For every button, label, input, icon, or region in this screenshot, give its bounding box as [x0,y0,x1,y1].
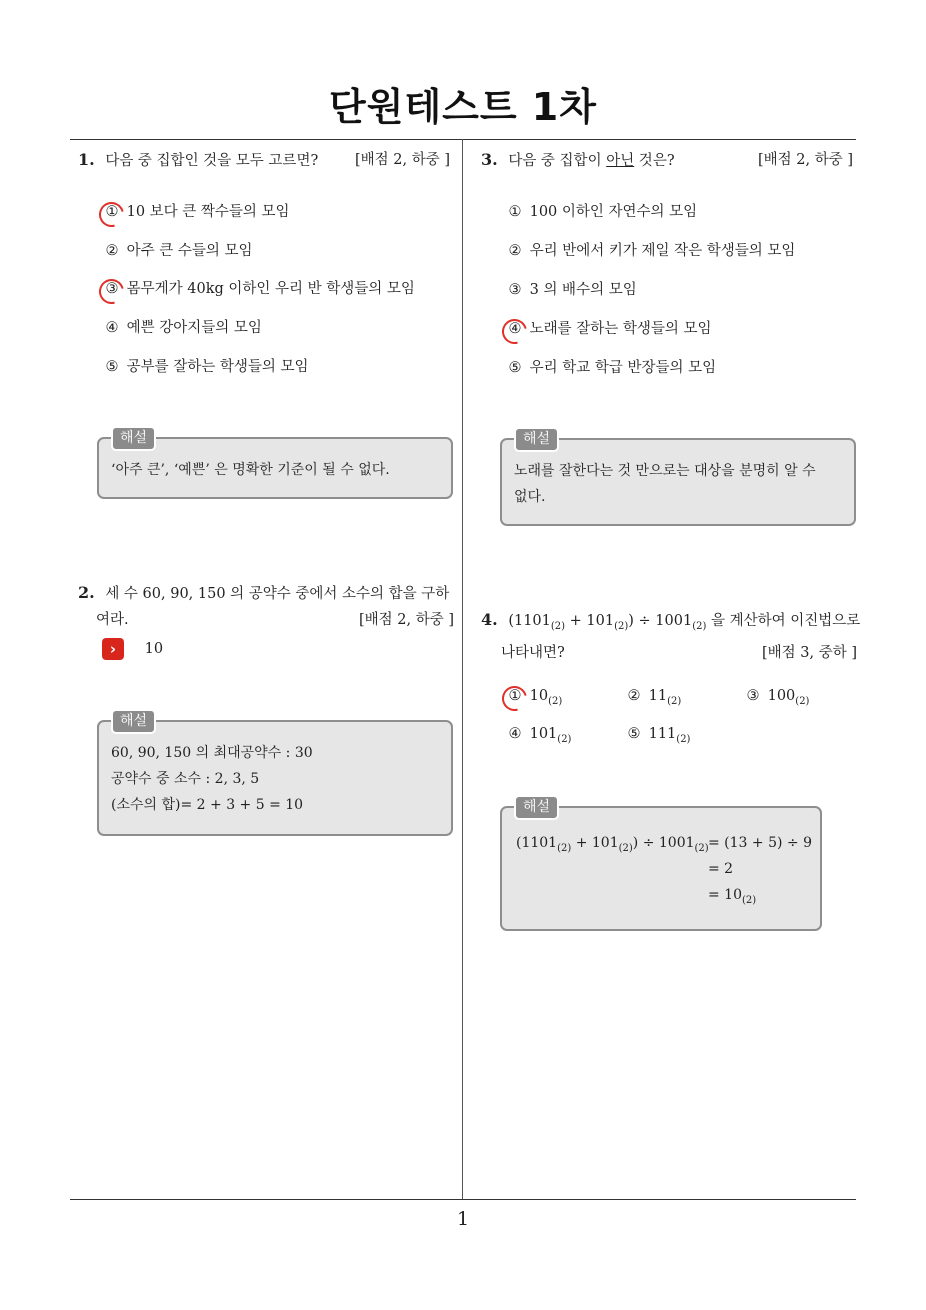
choice-text: 10 보다 큰 짝수들의 모임 [126,204,290,220]
base-subscript: (2) [557,842,572,854]
choice-text: 101 [529,726,558,742]
question-number: 1. [78,150,95,169]
bottom-rule [70,1199,856,1200]
choice-mark: ③ [508,282,522,298]
base-subscript: (2) [548,695,563,707]
question-4 [481,607,861,666]
equation-rhs: = 10 [708,887,742,903]
base-subscript: (2) [618,842,633,854]
choice-mark: ② [508,243,522,259]
solution-line: 없다. [514,489,546,505]
choice-text: 11 [648,688,668,704]
base-subscript: (2) [676,733,691,745]
solution-line: 60, 90, 150 의 최대공약수 : 30 [111,745,313,761]
solution-tag: 해설 [514,427,559,452]
expr-part-a: (1101 [508,613,551,629]
q1-choice-5[interactable] [102,355,309,376]
choice-text: 노래를 잘하는 학생들의 모임 [529,321,712,337]
question-text-underlined: 아닌 [606,153,635,169]
top-rule [70,139,856,140]
question-text-tail: 을 계산하여 이진법으로 [706,613,861,629]
question-1 [78,147,450,174]
q3-choice-4[interactable] [505,317,712,338]
q2-solution-box [97,713,453,836]
q3-choice-1[interactable] [505,200,697,221]
solution-text: ‘아주 큰’, ‘예쁜’ 은 명확한 기준이 될 수 없다. [111,462,390,478]
equation-rhs: = 2 [708,861,734,877]
q2-answer [102,638,163,660]
question-meta: [배점 3, 중하 ] [761,644,857,661]
choice-text: 100 [767,688,796,704]
page-number: 1 [456,1208,470,1230]
solution-line: 노래를 잘한다는 것 만으로는 대상을 분명히 알 수 [514,463,816,479]
base-subscript: (2) [557,733,572,745]
choice-mark: ① [102,204,122,220]
choice-mark: ⑤ [105,359,119,375]
q1-solution-box [97,430,453,499]
question-3 [481,147,853,174]
solution-tag: 해설 [111,709,156,734]
equation-rhs: = (13 + 5) ÷ 9 [708,835,812,851]
column-divider [462,139,463,1199]
q1-choice-4[interactable] [102,316,262,337]
base-subscript: (2) [614,620,629,632]
solution-equation-row [514,882,808,908]
q3-choice-2[interactable] [505,239,795,260]
choice-mark: ⑤ [627,726,641,742]
q1-choice-3[interactable] [102,277,415,298]
question-text: 다음 중 집합인 것을 모두 고르면? [105,153,319,169]
answer-value: 10 [144,641,164,657]
expr-part-c: ) ÷ 1001 [628,613,693,629]
q1-choice-2[interactable] [102,239,253,260]
question-meta: [배점 2, 하중 ] [757,152,853,168]
choice-text: 3 의 배수의 모임 [529,282,637,298]
q4-choice-1[interactable] [505,688,562,707]
question-text-end: 것은? [634,153,675,169]
q4-choice-2[interactable] [624,688,681,707]
choice-mark: ⑤ [508,360,522,376]
choice-mark: ① [508,204,522,220]
solution-equation-row [514,856,808,882]
choice-text: 몸무게가 40kg 이하인 우리 반 학생들의 모임 [126,281,415,297]
choice-text: 아주 큰 수들의 모임 [126,243,253,259]
choice-text: 111 [648,726,677,742]
choice-mark: ③ [102,281,122,297]
question-text-line2: 나타내면? [501,644,565,661]
q4-choice-5[interactable] [624,726,690,745]
question-meta: [배점 2, 하중 ] [354,152,450,168]
choice-mark: ③ [746,688,760,704]
lhs-part-b: + 101 [571,835,619,851]
choice-text: 우리 학교 학급 반장들의 모임 [529,360,717,376]
page-title: 단원테스트 1차 [329,85,597,129]
choice-text: 예쁜 강아지들의 모임 [126,320,262,336]
q4-solution-box [500,799,822,931]
base-subscript: (2) [795,695,810,707]
choice-text: 100 이하인 자연수의 모임 [529,204,698,220]
choice-text: 공부를 잘하는 학생들의 모임 [126,359,309,375]
question-text-line2: 여라. [96,612,129,628]
base-subscript: (2) [742,894,757,906]
choice-text: 우리 반에서 키가 제일 작은 학생들의 모임 [529,243,796,259]
base-subscript: (2) [667,695,682,707]
lhs-part-a: (1101 [516,835,558,851]
choice-mark: ② [105,243,119,259]
question-meta: [배점 2, 하중 ] [358,612,454,628]
q3-solution-box [500,431,856,526]
lhs-part-c: ) ÷ 1001 [632,835,695,851]
question-2 [78,580,454,633]
q4-choice-4[interactable] [505,726,571,745]
expr-part-b: + 101 [565,613,615,629]
question-number: 2. [78,583,95,602]
question-number: 3. [481,150,498,169]
q4-choice-3[interactable] [743,688,809,707]
equation-rhs-wrap [708,882,756,914]
choice-mark: ④ [508,726,522,742]
q3-choice-5[interactable] [505,356,716,377]
choice-text: 10 [529,688,549,704]
choice-mark: ② [627,688,641,704]
q1-choice-1[interactable] [102,200,290,221]
solution-tag: 해설 [514,795,559,820]
question-text: 다음 중 집합이 [508,153,607,169]
solution-equation-row [514,830,812,856]
choice-mark: ① [505,688,525,704]
answer-arrow-icon: › [102,638,124,660]
base-subscript: (2) [550,620,566,632]
base-subscript: (2) [694,842,709,854]
solution-line: 공약수 중 소수 : 2, 3, 5 [111,771,260,787]
choice-mark: ④ [105,320,119,336]
solution-tag: 해설 [111,426,156,451]
question-number: 4. [481,610,498,629]
question-text-line1: 세 수 60, 90, 150 의 공약수 중에서 소수의 합을 구하 [105,586,450,602]
solution-line: (소수의 합)= 2 + 3 + 5 = 10 [111,797,304,813]
base-subscript: (2) [692,620,707,632]
choice-mark: ④ [505,321,525,337]
q3-choice-3[interactable] [505,278,637,299]
